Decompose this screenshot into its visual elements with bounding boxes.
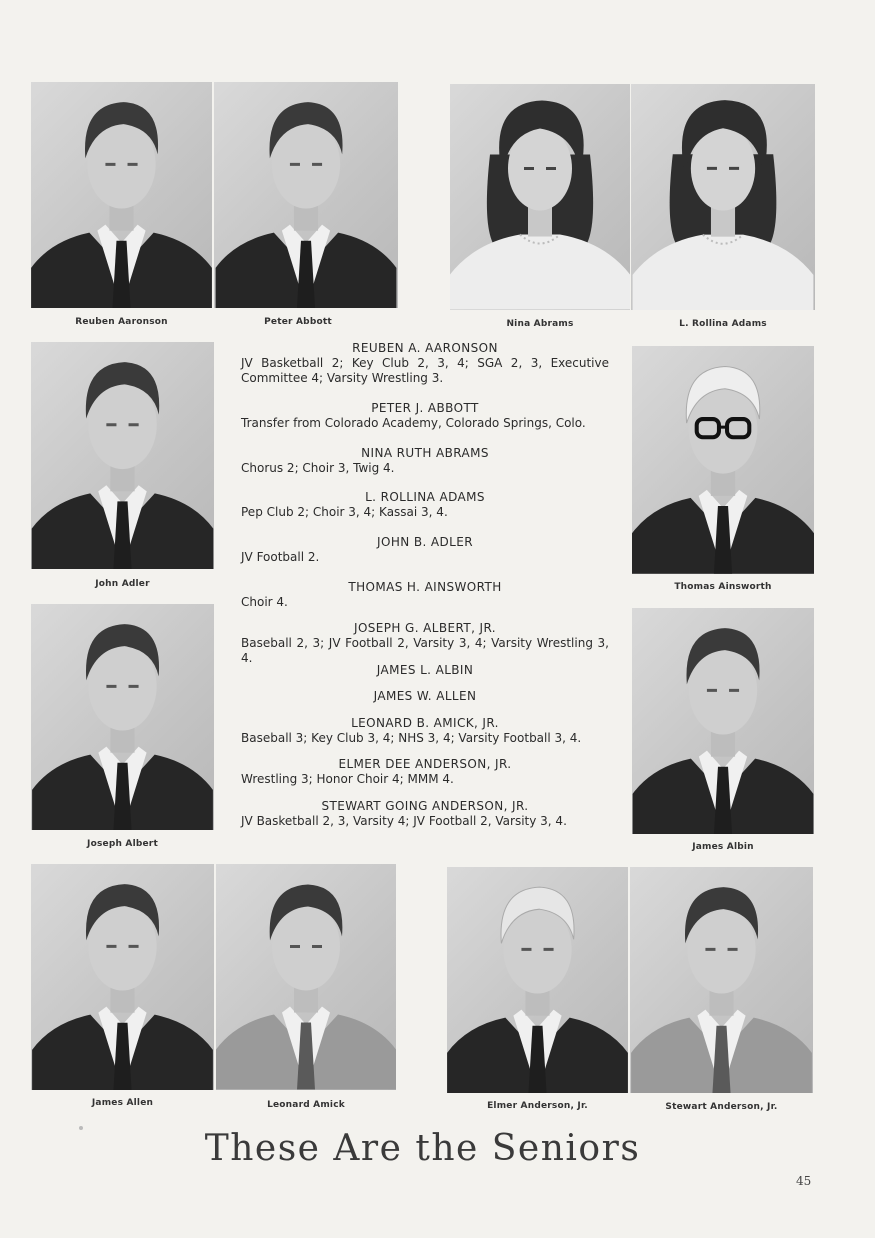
bio-name: PETER J. ABBOTT xyxy=(371,401,479,415)
photo-joseph-albert xyxy=(31,604,214,830)
portrait-stewart-anderson xyxy=(630,867,813,1093)
bio-name: THOMAS H. AINSWORTH xyxy=(348,580,502,594)
bio-peter-abbott xyxy=(241,401,609,431)
caption-peter-abbott: Peter Abbott xyxy=(264,317,332,327)
portrait-leonard-amick xyxy=(216,864,396,1090)
portrait-john-adler xyxy=(31,342,214,569)
bio-name: NINA RUTH ABRAMS xyxy=(361,446,489,460)
portrait-thomas-ainsworth xyxy=(632,346,814,574)
caption-james-albin: James Albin xyxy=(692,842,754,852)
photo-leonard-amick xyxy=(216,864,396,1090)
bio-activities: JV Football 2. xyxy=(241,550,320,564)
portrait-james-albin xyxy=(632,608,814,834)
bio-rollina-adams xyxy=(241,490,609,520)
caption-leonard-amick: Leonard Amick xyxy=(267,1100,345,1110)
bio-james-albin xyxy=(241,663,609,678)
bio-reuben-aaronson xyxy=(241,341,609,386)
bio-activities: JV Basketball 2, 3, Varsity 4; JV Football 2, Varsity 3, 4. xyxy=(241,814,567,828)
portrait-nina-abrams xyxy=(450,84,630,310)
bio-thomas-ainsworth xyxy=(241,580,609,610)
caption-john-adler: John Adler xyxy=(95,579,150,589)
bio-stewart-anderson xyxy=(241,799,609,829)
portrait-reuben-aaronson xyxy=(31,82,212,308)
photo-thomas-ainsworth xyxy=(632,346,814,574)
photo-james-albin xyxy=(632,608,814,834)
photo-stewart-anderson xyxy=(630,867,813,1093)
photo-rollina-adams xyxy=(631,84,815,310)
caption-joseph-albert: Joseph Albert xyxy=(87,839,158,849)
caption-james-allen: James Allen xyxy=(91,1098,154,1108)
bio-name: JAMES L. ALBIN xyxy=(376,663,474,677)
bio-activities: Choir 4. xyxy=(241,595,288,609)
bio-name: JOHN B. ADLER xyxy=(377,535,473,549)
bio-name: STEWART GOING ANDERSON, JR. xyxy=(321,799,529,813)
caption-nina-abrams: Nina Abrams xyxy=(506,319,574,329)
bio-activities: Baseball 2, 3; JV Football 2, Varsity 3, 4; Varsity Wrestling 3, 4. xyxy=(241,636,609,665)
caption-rollina-adams: L. Rollina Adams xyxy=(679,319,767,329)
photo-reuben-aaronson xyxy=(31,82,212,308)
caption-reuben-aaronson: Reuben Aaronson xyxy=(75,317,168,327)
portrait-elmer-anderson xyxy=(447,867,628,1093)
bio-activities: Wrestling 3; Honor Choir 4; MMM 4. xyxy=(241,772,454,786)
portrait-peter-abbott xyxy=(214,82,398,308)
bio-name: ELMER DEE ANDERSON, JR. xyxy=(338,757,512,771)
bio-activities: JV Basketball 2; Key Club 2, 3, 4; SGA 2, 3, Executive Committee 4; Varsity Wrestling 3. xyxy=(241,356,609,385)
bio-name: L. ROLLINA ADAMS xyxy=(365,490,485,504)
bio-leonard-amick xyxy=(241,716,609,746)
portrait-rollina-adams xyxy=(631,84,815,310)
bio-nina-abrams xyxy=(241,446,609,476)
page-number: 45 xyxy=(796,1174,812,1188)
photo-elmer-anderson xyxy=(447,867,628,1093)
bio-joseph-albert xyxy=(241,621,609,666)
bio-name: JAMES W. ALLEN xyxy=(373,689,477,703)
caption-thomas-ainsworth: Thomas Ainsworth xyxy=(674,582,772,592)
photo-nina-abrams xyxy=(450,84,630,310)
caption-stewart-anderson: Stewart Anderson, Jr. xyxy=(665,1102,778,1112)
bio-activities: Transfer from Colorado Academy, Colorado Springs, Colo. xyxy=(241,416,586,430)
bio-name: LEONARD B. AMICK, JR. xyxy=(351,716,499,730)
bio-elmer-anderson xyxy=(241,757,609,787)
bio-john-adler xyxy=(241,535,609,565)
caption-elmer-anderson: Elmer Anderson, Jr. xyxy=(487,1101,588,1111)
bio-name: REUBEN A. AARONSON xyxy=(352,341,498,355)
bio-name: JOSEPH G. ALBERT, JR. xyxy=(354,621,496,635)
bio-activities: Pep Club 2; Choir 3, 4; Kassai 3, 4. xyxy=(241,505,448,519)
photo-peter-abbott xyxy=(214,82,398,308)
portrait-james-allen xyxy=(31,864,214,1090)
portrait-joseph-albert xyxy=(31,604,214,830)
page-title: These Are the Seniors xyxy=(204,1128,641,1169)
bio-activities: Baseball 3; Key Club 3, 4; NHS 3, 4; Varsity Football 3, 4. xyxy=(241,731,582,745)
bio-activities: Chorus 2; Choir 3, Twig 4. xyxy=(241,461,395,475)
photo-james-allen xyxy=(31,864,214,1090)
bio-james-allen xyxy=(241,689,609,704)
photo-john-adler xyxy=(31,342,214,569)
